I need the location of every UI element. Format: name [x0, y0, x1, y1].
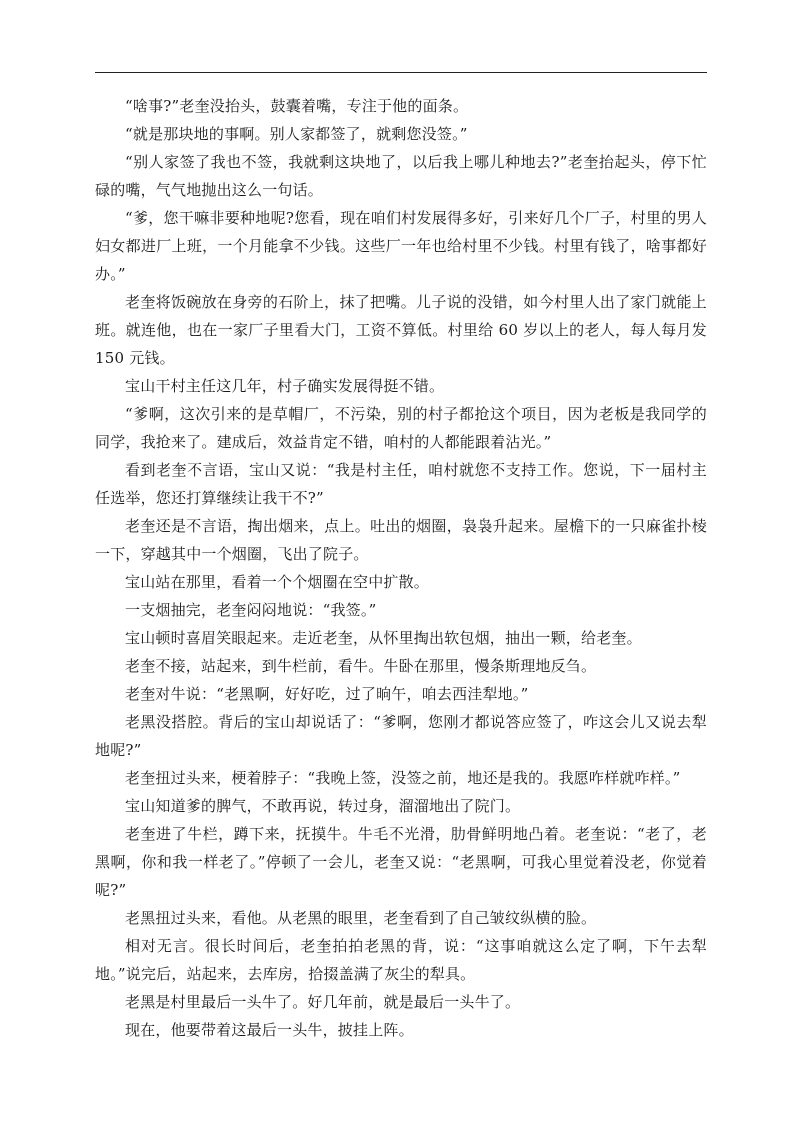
paragraph: 老黑是村里最后一头牛了。好几年前，就是最后一头牛了。: [125, 993, 521, 1011]
paragraph: 一支烟抽完，老奎闷闷地说：“我签。”: [125, 601, 377, 619]
paragraph: 宝山知道爹的脾气，不敢再说，转过身，溜溜地出了院门。: [125, 797, 521, 815]
paragraph: “啥事?”老奎没抬头，鼓囊着嘴，专注于他的面条。: [125, 97, 469, 115]
paragraph: 老黑没搭腔。背后的宝山却说话了：“爹啊，您刚才都说答应签了，咋这会儿又说去犁地呢?”: [95, 713, 707, 759]
paragraph: “就是那块地的事啊。别人家都签了，就剩您没签。”: [125, 125, 468, 143]
paragraph: 老奎不接，站起来，到牛栏前，看牛。牛卧在那里，慢条斯理地反刍。: [125, 657, 597, 675]
paragraph: 老奎扭过头来，梗着脖子：“我晚上签，没签之前，地还是我的。我愿咋样就咋样。”: [125, 769, 681, 787]
paragraph: “爹，您干嘛非要种地呢?您看，现在咱们村发展得多好，引来好几个厂子，村里的男人妇女都进厂上班，一个月能拿不少钱。这些厂一年也给村里不少钱。村里有钱了，啥事都好办。”: [95, 209, 707, 283]
paragraph: 相对无言。很长时间后，老奎拍拍老黑的背，说：“这事咱就这么定了啊，下午去犁地。”说完后，站起来，去库房，拾掇盖满了灰尘的犁具。: [95, 937, 707, 983]
paragraph: 看到老奎不言语，宝山又说：“我是村主任，咱村就您不支持工作。您说，下一届村主任选举，您还打算继续让我干不?”: [95, 461, 707, 507]
paragraph: 现在，他要带着这最后一头牛，披挂上阵。: [125, 1021, 414, 1039]
paragraph: 老奎还是不言语，掏出烟来，点上。吐出的烟圈，袅袅升起来。屋檐下的一只麻雀扑棱一下，穿越其中一个烟圈，飞出了院子。: [95, 517, 707, 563]
paragraph: 老奎将饭碗放在身旁的石阶上，抹了把嘴。儿子说的没错，如今村里人出了家门就能上班。就连他，也在一家厂子里看大门，工资不算低。村里给 60 岁以上的老人，每人每月发 150 元钱。: [95, 293, 707, 367]
paragraph: “爹啊，这次引来的是草帽厂，不污染，别的村子都抢这个项目，因为老板是我同学的同学，我抢来了。建成后，效益肯定不错，咱村的人都能跟着沾光。”: [95, 405, 707, 451]
paragraph: 老奎对牛说：“老黑啊，好好吃，过了晌午，咱去西洼犁地。”: [125, 685, 529, 703]
paragraph: 老奎进了牛栏，蹲下来，抚摸牛。牛毛不光滑，肋骨鲜明地凸着。老奎说：“老了，老黑啊，你和我一样老了。”停顿了一会儿，老奎又说：“老黑啊，可我心里觉着没老，你觉着呢?”: [95, 825, 707, 899]
paragraph: 宝山顿时喜眉笑眼起来。走近老奎，从怀里掏出软包烟，抽出一颗，给老奎。: [125, 629, 642, 647]
paragraph: 宝山干村主任这几年，村子确实发展得挺不错。: [125, 377, 445, 395]
paragraph: “别人家签了我也不签，我就剩这块地了，以后我上哪儿种地去?”老奎抬起头，停下忙碌的嘴，气气地抛出这么一句话。: [95, 153, 707, 199]
header-rule: [95, 72, 707, 73]
paragraph: 宝山站在那里，看着一个个烟圈在空中扩散。: [125, 573, 430, 591]
document-body: [95, 92, 707, 1044]
paragraph: 老黑扭过头来，看他。从老黑的眼里，老奎看到了自己皱纹纵横的脸。: [125, 909, 597, 927]
